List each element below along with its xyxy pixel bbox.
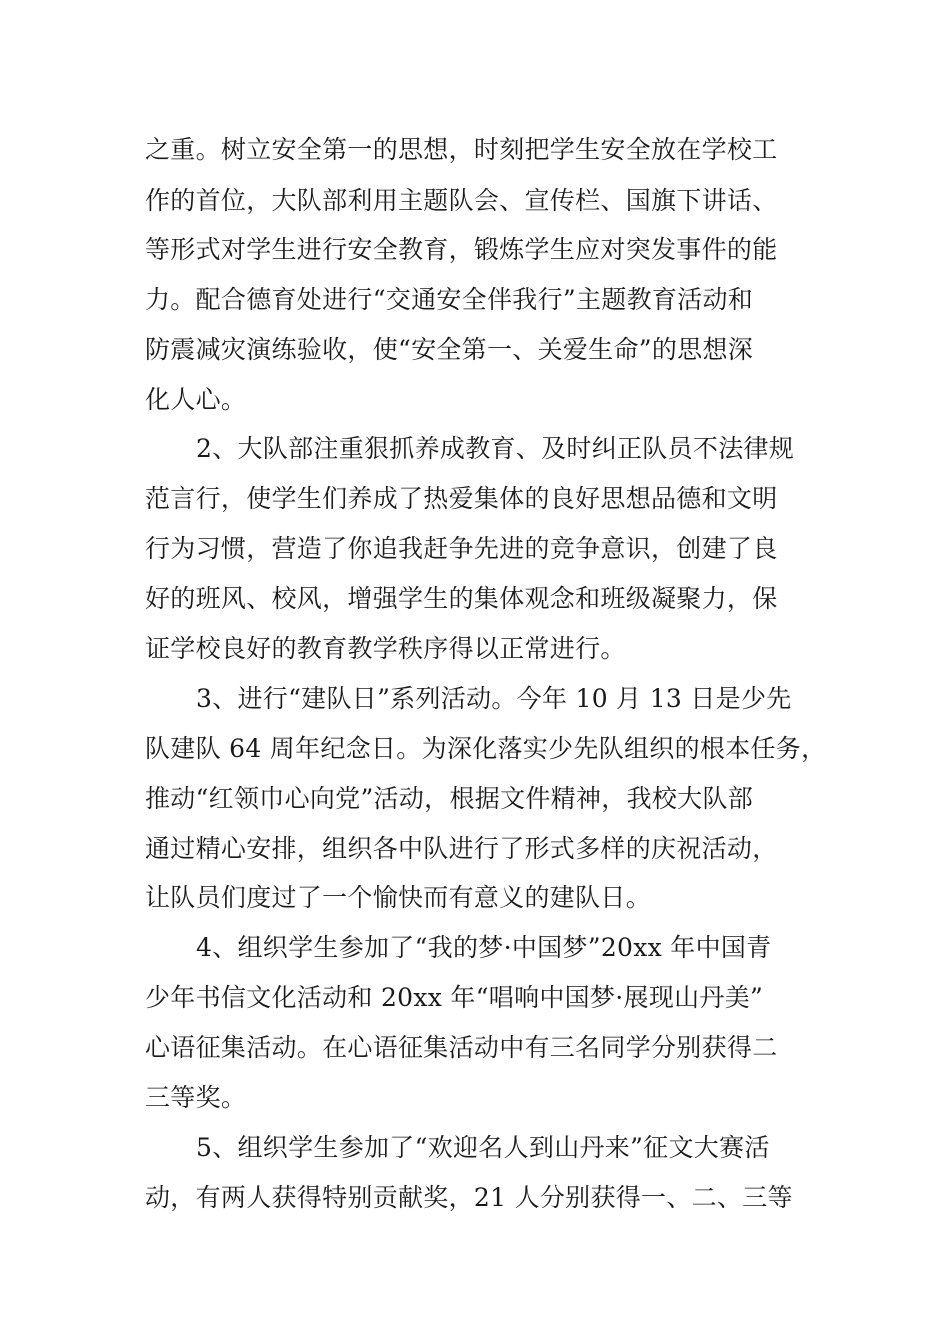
text-line: 通过精心安排，组织各中队进行了形式多样的庆祝活动， [145, 834, 778, 863]
text-line: 动，有两人获得特别贡献奖，21 人分别获得一、二、三等 [145, 1183, 793, 1212]
text-line: 行为习惯，营造了你追我赶争先进的竞争意识，创建了良 [145, 534, 778, 563]
text-line: 范言行，使学生们养成了热爱集体的良好思想品德和文明 [145, 484, 778, 513]
text-line: 少年书信文化活动和 20xx 年“唱响中国梦·展现山丹美” [145, 983, 764, 1012]
text-line: 之重。树立安全第一的思想，时刻把学生安全放在学校工 [145, 135, 778, 164]
paragraph-start-line: 3、进行“建队日”系列活动。今年 10 月 13 日是少先 [196, 684, 792, 713]
paragraph-start-line: 4、组织学生参加了“我的梦·中国梦”20xx 年中国青 [196, 933, 772, 962]
paragraph-start-line: 2、大队部注重狠抓养成教育、及时纠正队员不法律规 [196, 434, 795, 463]
paragraph-start-line: 5、组织学生参加了“欢迎名人到山丹来”征文大赛活 [196, 1133, 770, 1162]
text-line: 等形式对学生进行安全教育，锻炼学生应对突发事件的能 [145, 235, 778, 264]
text-line: 队建队 64 周年纪念日。为深化落实少先队组织的根本任务， [145, 734, 827, 763]
text-line: 作的首位，大队部利用主题队会、宣传栏、国旗下讲话、 [145, 186, 778, 215]
text-line: 力。配合德育处进行“交通安全伴我行”主题教育活动和 [145, 285, 754, 314]
text-line: 防震减灾演练验收，使“安全第一、关爱生命”的思想深 [145, 335, 754, 364]
text-line: 让队员们度过了一个愉快而有意义的建队日。 [145, 883, 652, 912]
text-line: 三等奖。 [145, 1083, 247, 1112]
text-line: 化人心。 [145, 385, 247, 414]
text-line: 推动“红领巾心向党”活动，根据文件精神，我校大队部 [145, 784, 754, 813]
text-line: 心语征集活动。在心语征集活动中有三名同学分别获得二 [145, 1033, 778, 1062]
text-line: 证学校良好的教育教学秩序得以正常进行。 [145, 634, 626, 663]
text-line: 好的班风、校风，增强学生的集体观念和班级凝聚力，保 [145, 584, 778, 613]
